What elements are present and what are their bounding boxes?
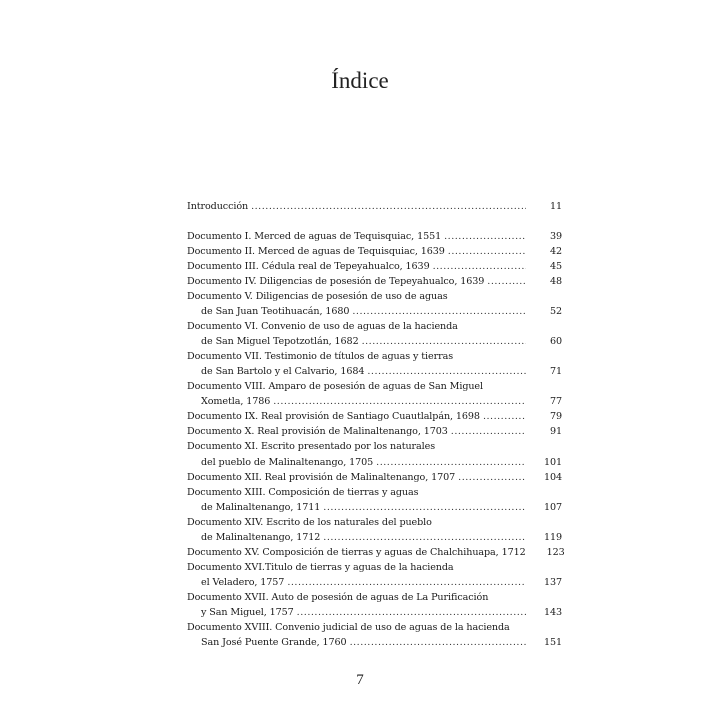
toc-entry-title: Documento I. Merced de aguas de Tequisquiac, 1551: [187, 231, 442, 243]
toc-entry-title: Documento VI. Convenio de uso de aguas de la hacienda: [187, 321, 458, 333]
toc-entry-line: [187, 530, 562, 545]
dot-leader: [350, 635, 526, 650]
toc-page-number: 143: [543, 606, 562, 618]
toc-entry: [187, 560, 562, 590]
dot-leader: [376, 455, 526, 470]
toc-page-number: 101: [543, 456, 562, 468]
toc-entry-line: [187, 379, 562, 394]
dot-leader: [362, 334, 526, 349]
toc-entry-line: [187, 620, 562, 635]
toc-entry-line: [187, 605, 562, 620]
toc-page-number: 77: [549, 396, 562, 408]
toc-entry-line: [187, 319, 562, 334]
toc-page-number: 151: [543, 636, 562, 648]
toc-page-number: 104: [543, 471, 562, 483]
toc-entry-title: de San Miguel Tepotzotlán, 1682: [201, 336, 359, 348]
toc-entry-title: Documento II. Merced de aguas de Tequisquiac, 1639: [187, 246, 445, 258]
toc-entry-title: de San Juan Teotihuacán, 1680: [201, 306, 350, 318]
toc-entry: [187, 289, 562, 319]
toc-entry-line: [187, 470, 562, 485]
toc-entry-title: Documento XII. Real provisión de Malinaltenango, 1707: [187, 471, 456, 483]
toc-entry-title: Documento IV. Diligencias de posesión de Tepeyahualco, 1639: [187, 276, 485, 288]
toc-entry-line: [187, 455, 562, 470]
table-of-contents: [187, 199, 565, 650]
dot-leader: [273, 394, 526, 409]
toc-entry-line: [187, 364, 562, 379]
toc-entry-line: [187, 409, 562, 424]
toc-entry: [187, 424, 562, 439]
toc-entry-title: San José Puente Grande, 1760: [201, 636, 347, 648]
toc-entry-title: Documento XI. Escrito presentado por los naturales: [187, 441, 436, 453]
toc-page-number: 107: [543, 501, 562, 513]
toc-page-number: 52: [549, 306, 562, 318]
toc-entry: [187, 515, 562, 545]
toc-entry: [187, 244, 562, 259]
toc-entry-line: [187, 485, 562, 500]
toc-entry-line: [187, 635, 562, 650]
toc-entry: [187, 274, 562, 289]
toc-page-number: 48: [549, 276, 562, 288]
toc-entry: [187, 229, 562, 244]
toc-entry-line: [187, 229, 562, 244]
toc-entry: [187, 620, 562, 650]
toc-entry-line: [187, 560, 562, 575]
toc-entry-title: Documento V. Diligencias de posesión de uso de aguas: [187, 291, 448, 303]
toc-entry-line: [187, 515, 562, 530]
toc-entry-title: Documento XVII. Auto de posesión de aguas de La Purificación: [187, 591, 489, 603]
toc-page-number: 39: [549, 231, 562, 243]
dot-leader: [323, 530, 526, 545]
toc-entry-line: [187, 244, 562, 259]
toc-entry-title: Documento XIV. Escrito de los naturales del pueblo: [187, 516, 432, 528]
toc-entry-title: Documento XVIII. Convenio judicial de uso de aguas de la hacienda: [187, 621, 510, 633]
toc-entry-title: de San Bartolo y el Calvario, 1684: [201, 366, 365, 378]
toc-entries: [187, 229, 565, 650]
toc-entry-title: Documento XIII. Composición de tierras y aguas: [187, 486, 419, 498]
toc-page-number: 42: [549, 246, 562, 258]
toc-page-number: 11: [549, 201, 562, 212]
toc-entry: [187, 470, 562, 485]
toc-page-number: 91: [549, 426, 562, 438]
toc-entry-line: [187, 334, 562, 349]
toc-page-number: 79: [549, 411, 562, 423]
dot-leader: [352, 304, 526, 319]
page-number: 7: [356, 672, 364, 688]
toc-entry-line: [187, 274, 562, 289]
toc-entry-line: [187, 289, 562, 304]
toc-page-number: 45: [549, 261, 562, 273]
toc-entry-title: Documento VII. Testimonio de títulos de aguas y tierras: [187, 351, 454, 363]
toc-entry-line: [187, 304, 562, 319]
dot-leader: [444, 229, 526, 244]
toc-entry-title: Documento IX. Real provisión de Santiago Cuautlalpán, 1698: [187, 411, 480, 423]
dot-leader: [367, 364, 526, 379]
toc-entry-title: Documento X. Real provisión de Malinaltenango, 1703: [187, 426, 448, 438]
toc-entry-title: de Malinaltenango, 1711: [201, 501, 321, 513]
toc-entry-line: [187, 439, 562, 454]
toc-entry-title: Documento XV. Composición de tierras y aguas de Chalchihuapa, 1712: [187, 546, 526, 558]
dot-leader: [448, 244, 526, 259]
toc-entry-line: [187, 394, 562, 409]
toc-entry-title: del pueblo de Malinaltenango, 1705: [201, 456, 374, 468]
dot-leader: [287, 575, 526, 590]
toc-entry-title: y San Miguel, 1757: [201, 606, 294, 618]
dot-leader: [323, 500, 526, 515]
toc-entry-title: el Veladero, 1757: [201, 576, 285, 588]
toc-entry: [187, 379, 562, 409]
toc-entry-line: [187, 259, 562, 274]
toc-entry: [187, 319, 562, 349]
toc-entry-title: de Malinaltenango, 1712: [201, 531, 321, 543]
toc-entry: [187, 545, 565, 560]
toc-entry-title: Documento VIII. Amparo de posesión de aguas de San Miguel: [187, 381, 483, 393]
toc-entry: [187, 409, 562, 424]
dot-leader: [487, 274, 526, 289]
toc-entry-line: [187, 575, 562, 590]
dot-leader: [483, 409, 526, 424]
toc-entry-line: [187, 500, 562, 515]
toc-page-number: 123: [546, 546, 565, 558]
toc-page-number: 119: [543, 531, 562, 543]
toc-entry: [187, 259, 562, 274]
toc-entry-line: [187, 349, 562, 364]
toc-page-number: 60: [549, 336, 562, 348]
toc-entry: [187, 485, 562, 515]
dot-leader: [458, 470, 526, 485]
toc-entry-line: [187, 424, 562, 439]
toc-page-number: 71: [549, 366, 562, 378]
toc-entry-introduction: [187, 199, 562, 214]
dot-leader: [433, 259, 526, 274]
toc-entry-title: Xometla, 1786: [201, 396, 271, 408]
toc-entry: [187, 439, 562, 469]
dot-leader: [297, 605, 526, 620]
toc-entry-title: Documento XVI.Titulo de tierras y aguas de la hacienda: [187, 561, 454, 573]
toc-entry-line: [187, 545, 565, 560]
dot-leader: [251, 199, 526, 214]
toc-page-number: 137: [543, 576, 562, 588]
spacer: [187, 214, 562, 229]
page-title: Índice: [331, 68, 389, 93]
toc-entry: [187, 590, 562, 620]
toc-entry-line: [187, 590, 562, 605]
toc-entry-title: Introducción: [187, 201, 249, 212]
toc-entry: [187, 349, 562, 379]
dot-leader: [451, 424, 526, 439]
toc-entry-title: Documento III. Cédula real de Tepeyahualco, 1639: [187, 261, 430, 273]
